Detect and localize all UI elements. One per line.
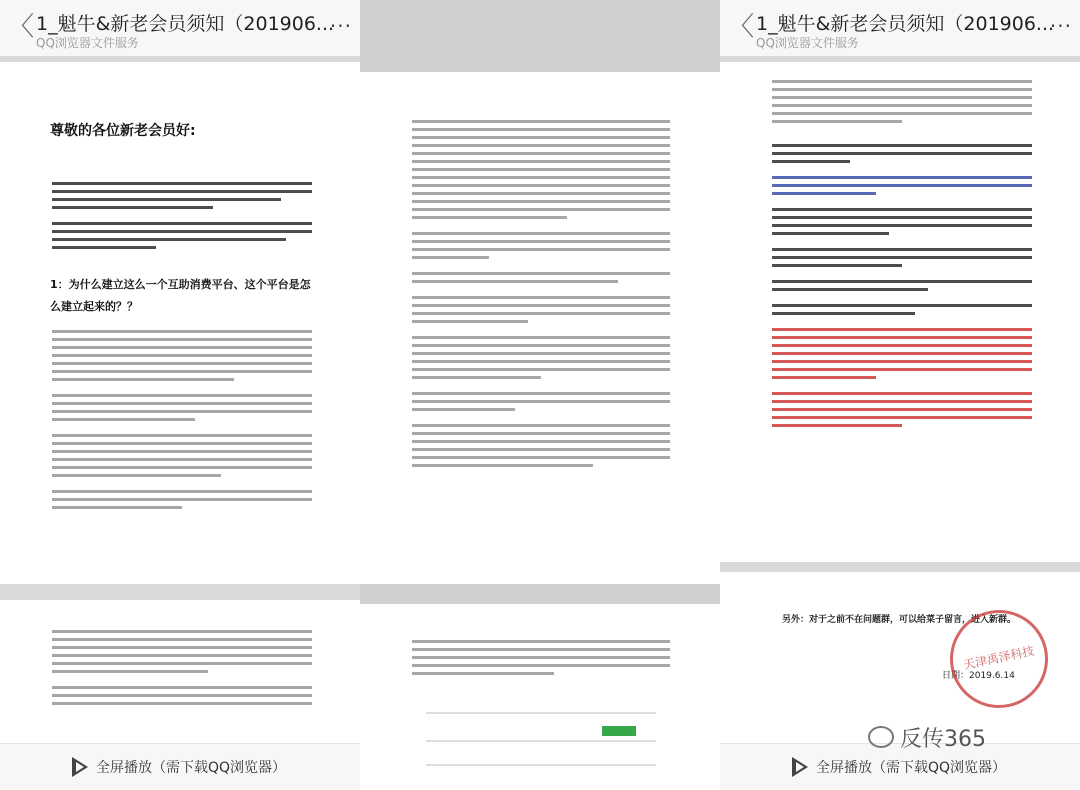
fullscreen-play-button[interactable]: 全屏播放（需下载QQ浏览器） <box>96 760 287 776</box>
document-source: QQ浏览器文件服务 <box>756 36 859 50</box>
bottom-bar <box>0 743 360 790</box>
top-bar <box>0 0 360 56</box>
paragraph-block <box>412 640 670 680</box>
paragraph-block <box>772 80 1032 432</box>
back-icon[interactable]: 〈 <box>8 12 35 42</box>
more-icon[interactable]: ... <box>329 8 352 32</box>
document-title: 1_魁牛&新老会员须知（201906... <box>756 13 1055 35</box>
question-heading: 1：为什么建立这么一个互助消费平台、这个平台是怎么建立起来的？？ <box>50 278 311 313</box>
more-icon[interactable]: ... <box>1049 8 1072 32</box>
back-icon[interactable]: 〈 <box>728 12 755 42</box>
greeting-heading: 尊敬的各位新老会员好: <box>50 123 196 139</box>
document-title: 1_魁牛&新老会员须知（201906... <box>36 13 335 35</box>
watermark: 反传365 <box>900 727 986 752</box>
right-panel <box>720 0 1080 790</box>
paragraph-block <box>52 182 312 254</box>
document-page-5 <box>720 62 1080 562</box>
document-page-1 <box>0 62 360 584</box>
closing-note: 另外：对于之前不在问题群，可以给菜子留言，进入新群。 <box>782 615 1017 625</box>
document-page-2 <box>0 600 360 750</box>
play-icon-inner <box>76 762 84 772</box>
wechat-logo-icon <box>868 726 894 748</box>
payment-screenshot <box>412 700 672 790</box>
confirm-button-image <box>602 726 636 736</box>
left-panel <box>0 0 360 790</box>
document-source: QQ浏览器文件服务 <box>36 36 139 50</box>
document-page-3 <box>360 72 720 584</box>
paragraph-block <box>412 120 670 472</box>
fullscreen-play-button[interactable]: 全屏播放（需下载QQ浏览器） <box>816 760 1007 776</box>
paragraph-block <box>52 330 312 514</box>
company-seal: 天津禹泽科技 <box>941 601 1057 717</box>
signature-date: 日期：2019.6.14 <box>942 671 1015 681</box>
top-bar <box>720 0 1080 56</box>
middle-panel <box>360 0 720 790</box>
paragraph-block <box>52 630 312 710</box>
play-icon-inner <box>796 762 804 772</box>
